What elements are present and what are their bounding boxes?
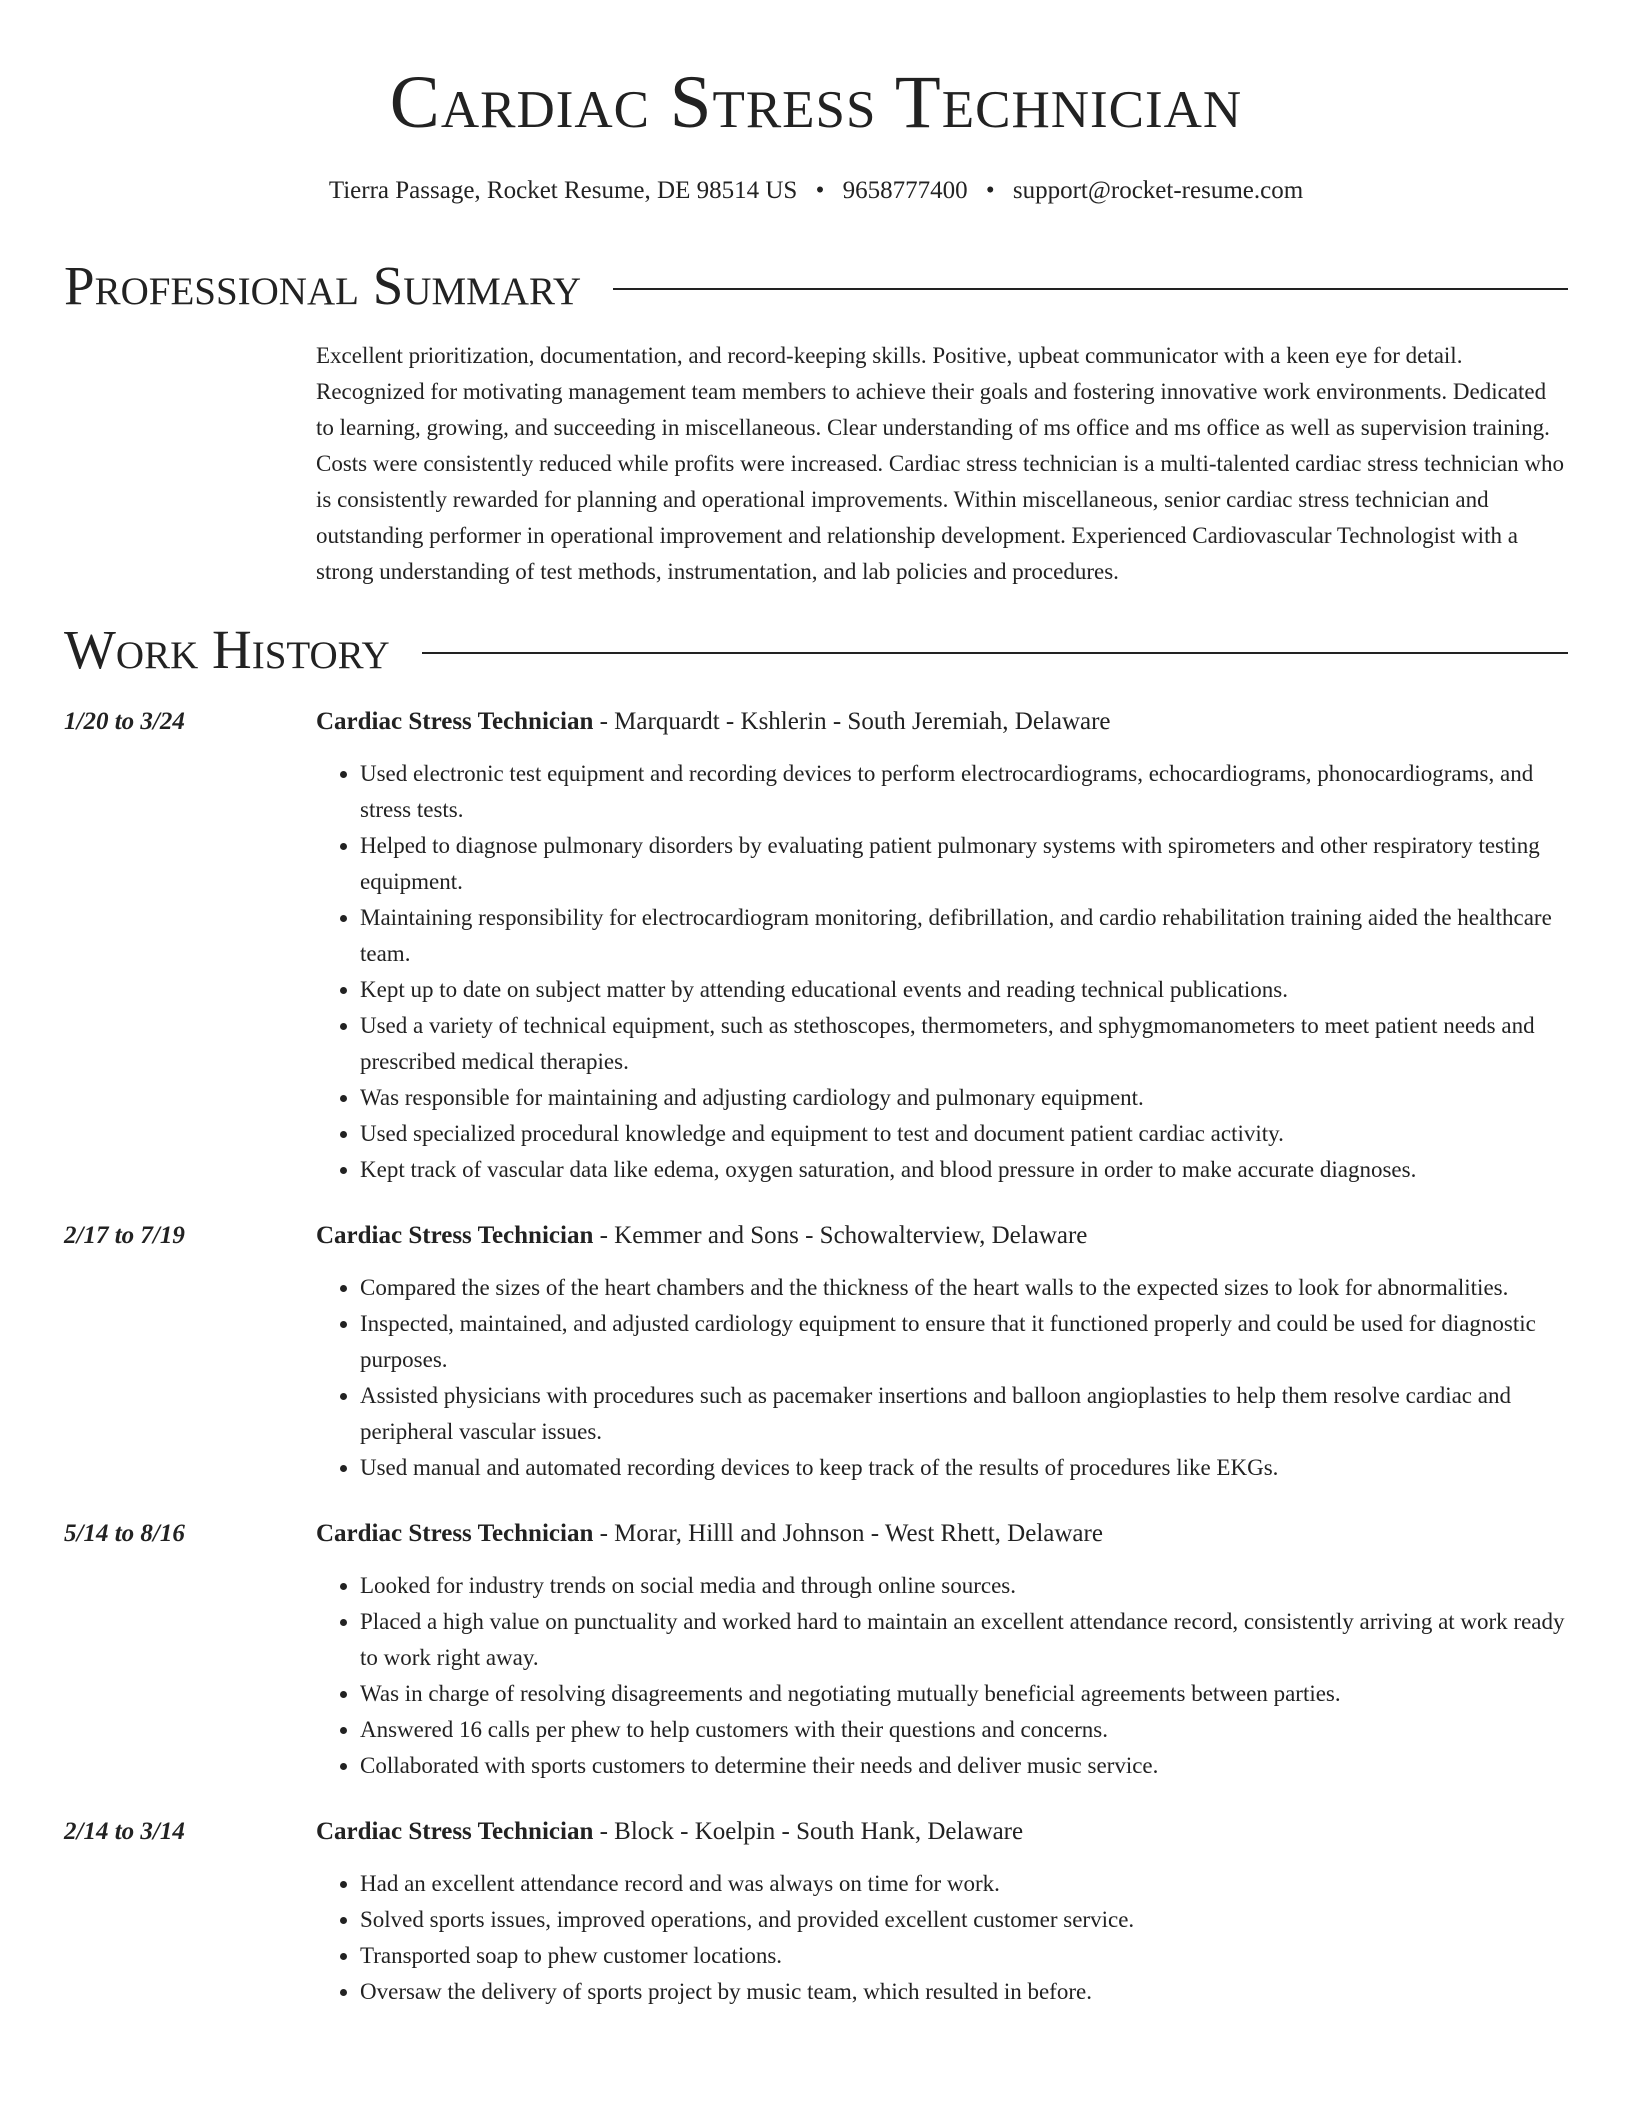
job-entry bbox=[64, 1516, 1568, 1784]
professional-summary-section bbox=[64, 256, 1568, 590]
work-history-section bbox=[64, 620, 1568, 2010]
job-bullet: • Placed a high value on punctuality and worked hard to maintain an excellent attendance record, consistently arriving at work ready to work right away. bbox=[360, 1604, 1568, 1676]
job-bullet: • Oversaw the delivery of sports project by music team, which resulted in before. bbox=[360, 1974, 1568, 2010]
section-header bbox=[64, 620, 1568, 680]
job-entry bbox=[64, 1814, 1568, 2010]
job-bullet: • Collaborated with sports customers to determine their needs and deliver music service. bbox=[360, 1748, 1568, 1784]
section-header bbox=[64, 256, 1568, 316]
resume-title: Cardiac Stress Technician bbox=[389, 61, 1243, 144]
job-dates: 2/17 to 7/19 bbox=[64, 1222, 185, 1249]
job-bullet: • Used electronic test equipment and recording devices to perform electrocardiograms, echocardiograms, phonocardiograms, and stress tests. bbox=[360, 756, 1568, 828]
job-bullet: • Used manual and automated recording devices to keep track of the results of procedures like EKGs. bbox=[360, 1450, 1568, 1486]
job-bullet: • Maintaining responsibility for electrocardiogram monitoring, defibrillation, and cardio rehabilitation training aided the healthcare team. bbox=[360, 900, 1568, 972]
job-bullet-list bbox=[316, 1866, 1568, 2010]
job-title: Cardiac Stress Technician bbox=[316, 1222, 594, 1249]
job-body bbox=[316, 1516, 1568, 1784]
job-bullet: • Kept track of vascular data like edema, oxygen saturation, and blood pressure in order to make accurate diagnoses. bbox=[360, 1152, 1568, 1188]
job-bullet: • Looked for industry trends on social media and through online sources. bbox=[360, 1568, 1568, 1604]
job-title-line bbox=[316, 1814, 1568, 1850]
job-employer: - Block - Koelpin - South Hank, Delaware bbox=[593, 1818, 1024, 1845]
job-body bbox=[316, 1218, 1568, 1486]
section-heading: Professional Summary bbox=[64, 255, 582, 316]
job-title: Cardiac Stress Technician bbox=[316, 1520, 594, 1547]
job-bullet: • Answered 16 calls per phew to help customers with their questions and concerns. bbox=[360, 1712, 1568, 1748]
job-bullet: • Helped to diagnose pulmonary disorders by evaluating patient pulmonary systems with spirometers and other respiratory testing equipment. bbox=[360, 828, 1568, 900]
job-employer: - Morar, Hilll and Johnson - West Rhett, Delaware bbox=[593, 1520, 1103, 1547]
summary-text: Excellent prioritization, documentation, and record-keeping skills. Positive, upbeat communicator with a keen eye for detail. Recognized for motivating management team members to achieve their goals and fostering innovative work environments. Dedicated to learning, growing, and succeeding in miscellaneous. Clear understanding of ms office and ms office as well as supervision training. Costs were consistently reduced while profits were increased. Cardiac stress technician is a multi-talented cardiac stress technician who is consistently rewarded for planning and operational improvements. Within miscellaneous, senior cardiac stress technician and outstanding performer in operational improvement and relationship development. Experienced Cardiovascular Technologist with a strong understanding of test methods, instrumentation, and lab policies and procedures. bbox=[316, 343, 1564, 584]
job-bullet: • Solved sports issues, improved operations, and provided excellent customer service. bbox=[360, 1902, 1568, 1938]
section-divider bbox=[613, 288, 1568, 290]
job-bullet-list bbox=[316, 1270, 1568, 1486]
job-employer: - Marquardt - Kshlerin - South Jeremiah, Delaware bbox=[593, 708, 1111, 735]
contact-separator: • bbox=[985, 177, 995, 204]
job-employer: - Kemmer and Sons - Schowalterview, Delaware bbox=[593, 1222, 1088, 1249]
job-bullet: • Assisted physicians with procedures such as pacemaker insertions and balloon angioplasties to help them resolve cardiac and peripheral vascular issues. bbox=[360, 1378, 1568, 1450]
job-dates: 1/20 to 3/24 bbox=[64, 708, 185, 735]
job-bullet: • Compared the sizes of the heart chambers and the thickness of the heart walls to the expected sizes to look for abnormalities. bbox=[360, 1270, 1568, 1306]
job-bullet: • Used specialized procedural knowledge and equipment to test and document patient cardiac activity. bbox=[360, 1116, 1568, 1152]
job-bullet: • Inspected, maintained, and adjusted cardiology equipment to ensure that it functioned properly and could be used for diagnostic purposes. bbox=[360, 1306, 1568, 1378]
job-entry bbox=[64, 704, 1568, 1188]
job-title: Cardiac Stress Technician bbox=[316, 1818, 594, 1845]
contact-address: Tierra Passage, Rocket Resume, DE 98514 US bbox=[328, 177, 798, 204]
contact-line bbox=[64, 176, 1568, 206]
job-bullet-list bbox=[316, 1568, 1568, 1784]
job-bullet: • Had an excellent attendance record and was always on time for work. bbox=[360, 1866, 1568, 1902]
job-bullet: • Used a variety of technical equipment, such as stethoscopes, thermometers, and sphygmomanometers to meet patient needs and prescribed medical therapies. bbox=[360, 1008, 1568, 1080]
job-bullet: • Kept up to date on subject matter by attending educational events and reading technical publications. bbox=[360, 972, 1568, 1008]
job-bullet: • Was responsible for maintaining and adjusting cardiology and pulmonary equipment. bbox=[360, 1080, 1568, 1116]
job-title-line bbox=[316, 1516, 1568, 1552]
job-bullet-list bbox=[316, 756, 1568, 1188]
section-heading: Work History bbox=[64, 619, 390, 680]
contact-separator: • bbox=[815, 177, 825, 204]
job-body bbox=[316, 1814, 1568, 2010]
job-entry bbox=[64, 1218, 1568, 1486]
section-divider bbox=[422, 652, 1568, 654]
job-title-line bbox=[316, 704, 1568, 740]
contact-phone: 9658777400 bbox=[842, 177, 968, 204]
job-dates: 2/14 to 3/14 bbox=[64, 1818, 185, 1845]
job-bullet: • Was in charge of resolving disagreements and negotiating mutually beneficial agreements between parties. bbox=[360, 1676, 1568, 1712]
job-dates: 5/14 to 8/16 bbox=[64, 1520, 185, 1547]
job-title-line bbox=[316, 1218, 1568, 1254]
job-bullet: • Transported soap to phew customer locations. bbox=[360, 1938, 1568, 1974]
contact-email: support@rocket-resume.com bbox=[1012, 177, 1304, 204]
job-title: Cardiac Stress Technician bbox=[316, 708, 594, 735]
job-body bbox=[316, 704, 1568, 1188]
